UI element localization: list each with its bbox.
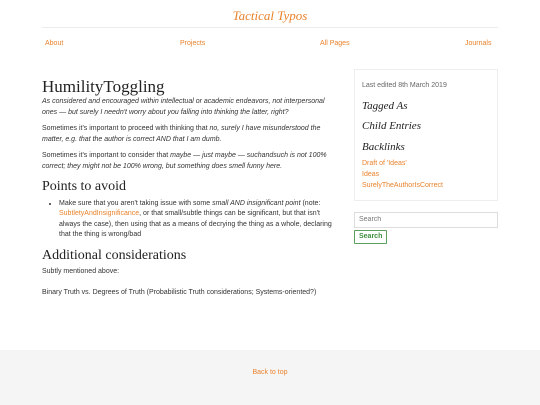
- backlink-ideas[interactable]: Ideas: [362, 170, 380, 178]
- points-list: [59, 199, 340, 241]
- search-input[interactable]: [354, 212, 498, 228]
- article-intro: As considered and encouraged within intellectual or academic endeavors, not interpersonal ones — but surely I needn't worry about you falling into thinking the latter, right?: [42, 98, 325, 116]
- title-divider: [42, 27, 498, 28]
- heading-points-to-avoid: Points to avoid: [42, 179, 127, 195]
- article-paragraph-3: Subtly mentioned above:: [42, 268, 120, 276]
- back-to-top-link[interactable]: Back to top: [252, 369, 288, 376]
- article-paragraph-4: Binary Truth vs. Degrees of Truth (Probabilistic Truth considerations; Systems-oriented?): [42, 288, 317, 296]
- nav-all-pages[interactable]: All Pages: [320, 40, 350, 47]
- page-info-card: [354, 69, 498, 201]
- backlinks-list: [362, 159, 490, 192]
- article-paragraph-1: Sometimes it's important to proceed with thinking that no, surely I have misunderstood the matter, e.g. that the author is correct AND that I am dumb.: [42, 125, 321, 143]
- nav-about[interactable]: About: [45, 40, 64, 47]
- site-title[interactable]: Tactical Typos: [232, 8, 308, 23]
- nav-projects[interactable]: Projects: [180, 40, 206, 47]
- top-bar: [0, 0, 540, 61]
- backlink-draft-of-ideas[interactable]: Draft of 'Ideas': [362, 160, 407, 167]
- backlink-surely-the-author-is-correct[interactable]: SurelyTheAuthorIsCorrect: [362, 181, 443, 189]
- last-edited: Last edited 8th March 2019: [362, 82, 447, 89]
- article-paragraph-2: Sometimes it's important to consider that maybe — just maybe — suchandsuch is not 100% correct; they might not be 100% wrong, but something does smell funny here.: [42, 152, 327, 170]
- link-subtlety-and-insignificance[interactable]: SubtletyAndInsignificance: [59, 210, 140, 218]
- nav-journals[interactable]: Journals: [465, 40, 492, 47]
- child-entries-heading: Child Entries: [362, 120, 421, 132]
- list-item: • Make sure that you aren't taking issue with some small AND insignificant point (note: SubtletyAndInsignificance, or that small/subtle things can be significant, but that isn't always the case), then using that as a means of decrying the thing as a whole, declaring that the thing is wrong/bad: [59, 199, 340, 241]
- footer: [0, 350, 540, 395]
- page-title: HumilityToggling: [42, 77, 165, 96]
- backlinks-heading: Backlinks: [362, 140, 405, 153]
- search-button[interactable]: Search: [354, 230, 387, 244]
- article: [42, 77, 340, 304]
- tagged-as-heading: Tagged As: [362, 99, 408, 112]
- heading-additional-considerations: Additional considerations: [42, 247, 187, 263]
- sidebar: [354, 69, 498, 244]
- main-area: [0, 61, 540, 350]
